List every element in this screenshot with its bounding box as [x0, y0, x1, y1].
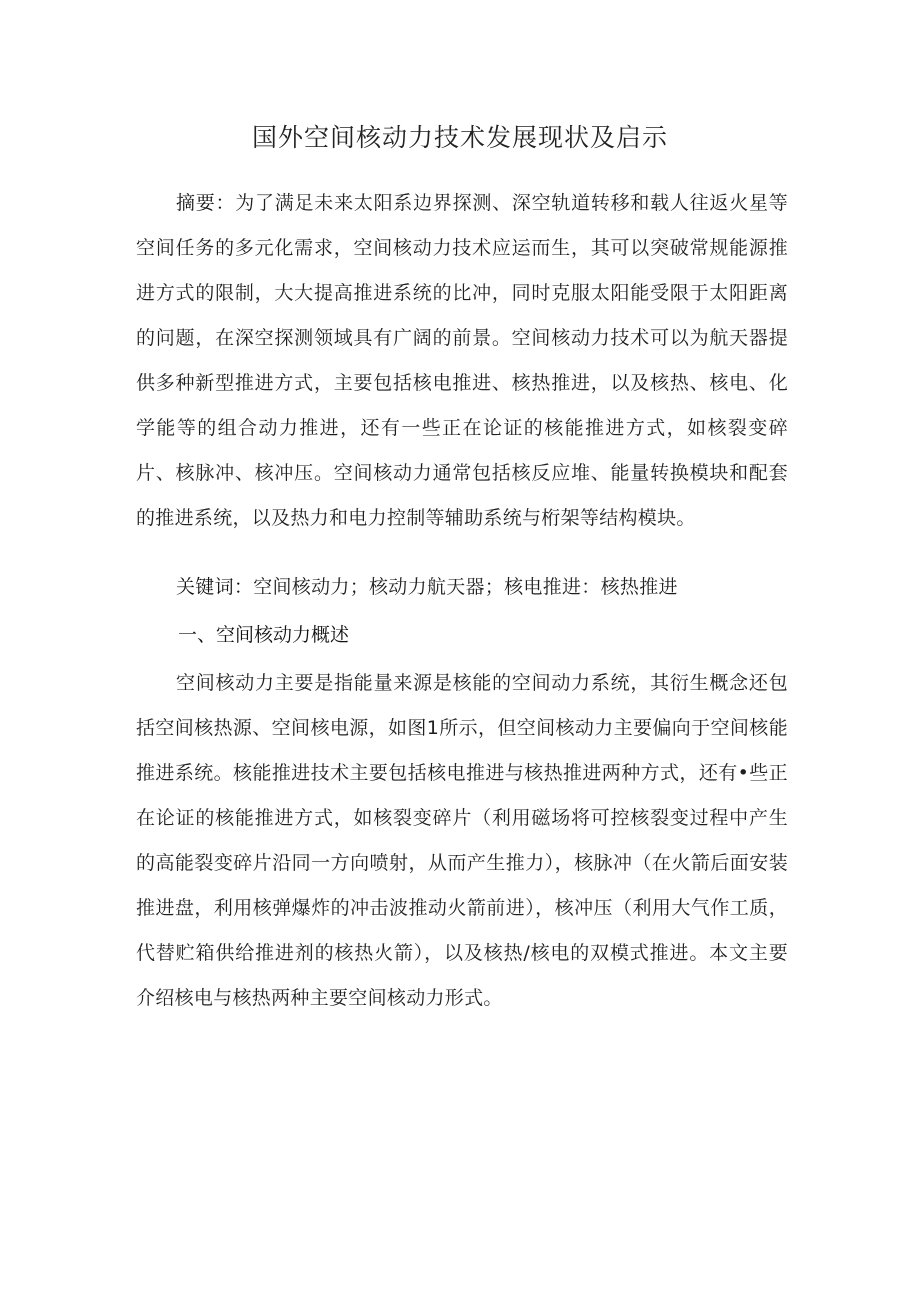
keywords-label: 关键词：: [176, 576, 254, 598]
abstract-paragraph: [136, 181, 788, 541]
section-heading: 一、空间核动力概述: [178, 624, 350, 646]
abstract-label: 摘要：: [176, 192, 236, 214]
keywords-paragraph: [136, 565, 788, 610]
section-paragraph: 空间核动力主要是指能量来源是核能的空间动力系统，其衍生概念还包括空间核热源、空间核电源，如图1所示，但空间核动力主要偏向于空间核能推进系统。核能推进技术主要包括核电推进与核热推进两种方式，还有•些正在论证的核能推进方式，如核裂变碎片（利用磁场将可控核裂变过程中产生的高能裂变碎片沿同一方向喷射，从而产生推力），核脉冲（在火箭后面安装推进盘，利用核弹爆炸的冲击波推动火箭前进），核冲压（利用大气作工质，代替贮箱供给推进剂的核热火箭），以及核热/核电的双模式推进。本文主要介绍核电与核热两种主要空间核动力形式。: [136, 672, 788, 1009]
keywords-text: 空间核动力；核动力航天器；核电推进：核热推进: [253, 576, 678, 598]
abstract-text: 为了满足未来太阳系边界探测、深空轨道转移和载人往返火星等空间任务的多元化需求，空间核动力技术应运而生，其可以突破常规能源推进方式的限制，大大提高推进系统的比冲，同时克服太阳能受限于太阳距离的问题，在深空探测领域具有广阔的前景。空间核动力技术可以为航天器提供多种新型推进方式，主要包括核电推进、核热推进，以及核热、核电、化学能等的组合动力推进，还有一些正在论证的核能推进方式，如核裂变碎片、核脉冲、核冲压。空间核动力通常包括核反应堆、能量转换模块和配套的推进系统，以及热力和电力控制等辅助系统与桁架等结构模块。: [136, 192, 789, 529]
document-title: 国外空间核动力技术发展现状及启示: [251, 123, 668, 152]
